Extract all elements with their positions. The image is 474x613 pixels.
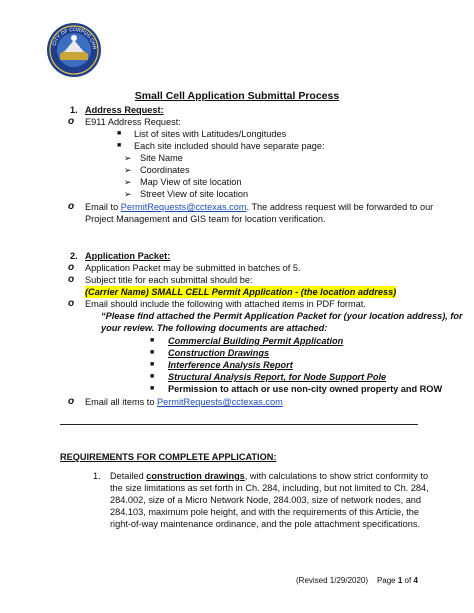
page-title: Small Cell Application Submittal Process [134,90,340,102]
sub-item: Site Name [140,153,183,163]
page-total: 4 [413,576,418,585]
construction-drawings-term: construction drawings [146,471,245,481]
email-instruction: Email to PermitRequests@cctexas.com. The address request will be forwarded to our [85,202,434,212]
requirement-line: 284.002, size of a Micro Network Node, 284.003, size of network nodes, and [110,495,422,505]
square-bullet: ■ [117,142,122,149]
o-bullet: o [68,116,75,127]
sub-item: Street View of site location [140,189,249,199]
doc-item: Construction Drawings [168,348,270,358]
seal-text: CITY OF CORPUS CHR [51,26,98,50]
email-link[interactable]: PermitRequests@cctexas.com [120,202,247,212]
square-bullet: ■ [150,373,155,380]
doc-item: Structural Analysis Report, for Node Support Pole [168,372,387,382]
square-bullet: ■ [150,385,155,392]
requirement-line-1: Detailed construction drawings, with calculations to show strict conformity to [110,471,429,481]
subject-title-note: Subject title for each submittal should be: [85,275,253,285]
e911-label: E911 Address Request: [85,117,181,127]
requirement-line: 284.103, maximum pole height, and with the requirements of this Article, the [110,507,419,517]
section-2-number: 2. [70,251,78,261]
section-1-number: 1. [70,105,78,115]
square-bullet: ■ [117,130,122,137]
section-2-heading: Application Packet: [85,251,171,261]
square-bullet: ■ [150,349,155,356]
requirement-number: 1. [93,471,101,481]
email-all-items: Email all items to PermitRequests@cctexas.com [85,397,283,407]
bullet-separate-page: Each site included should have separate page: [134,141,325,151]
bullet-list-sites: List of sites with Latitudes/Longitudes [134,129,287,139]
doc-item: Interference Analysis Report [168,360,293,370]
quote-line-1: “Please find attached the Permit Application Packet for (your location address), for [101,311,463,321]
pdf-note: Email should include the following with attached items in PDF format. [85,299,366,309]
permission-item: Permission to attach or use non-city owned property and ROW [168,384,443,394]
section-1-heading: Address Request: [85,105,164,115]
arrow-bullet-icon: ➢ [124,165,132,175]
email-link[interactable]: PermitRequests@cctexas.com [157,397,283,407]
o-bullet: o [68,298,75,309]
o-bullet: o [68,262,75,273]
square-bullet: ■ [150,361,155,368]
o-bullet: o [68,274,75,285]
page-footer: (Revised 1/29/2020) Page 1 of 4 [296,576,418,585]
requirements-heading: REQUIREMENTS FOR COMPLETE APPLICATION: [60,452,277,462]
arrow-bullet-icon: ➢ [124,189,132,199]
requirement-line: right-of-way maintenance ordinance, and the pole attachment specifications. [110,519,421,529]
page-number: 1 [397,576,403,585]
doc-item: Commercial Building Permit Application [168,336,344,346]
divider-line [60,424,418,425]
email-instruction-line2: Project Management and GIS team for location verification. [85,214,326,224]
quote-line-2: your review. The following documents are attached: [101,323,328,333]
o-bullet: o [68,396,75,407]
sub-item: Coordinates [140,165,190,175]
requirement-line: the size limitations as set forth in Ch. 284, including, but not limited to Ch. 284, [110,483,429,493]
o-bullet: o [68,201,75,212]
subject-format-highlight: (Carrier Name) SMALL CELL Permit Application - (the location address) [85,287,397,297]
arrow-bullet-icon: ➢ [124,177,132,187]
city-seal-logo [46,22,102,78]
arrow-bullet-icon: ➢ [124,153,132,163]
sub-item: Map View of site location [140,177,242,187]
square-bullet: ■ [150,337,155,344]
revised-date: (Revised 1/29/2020) [296,576,369,585]
batch-note: Application Packet may be submitted in batches of 5. [85,263,301,273]
